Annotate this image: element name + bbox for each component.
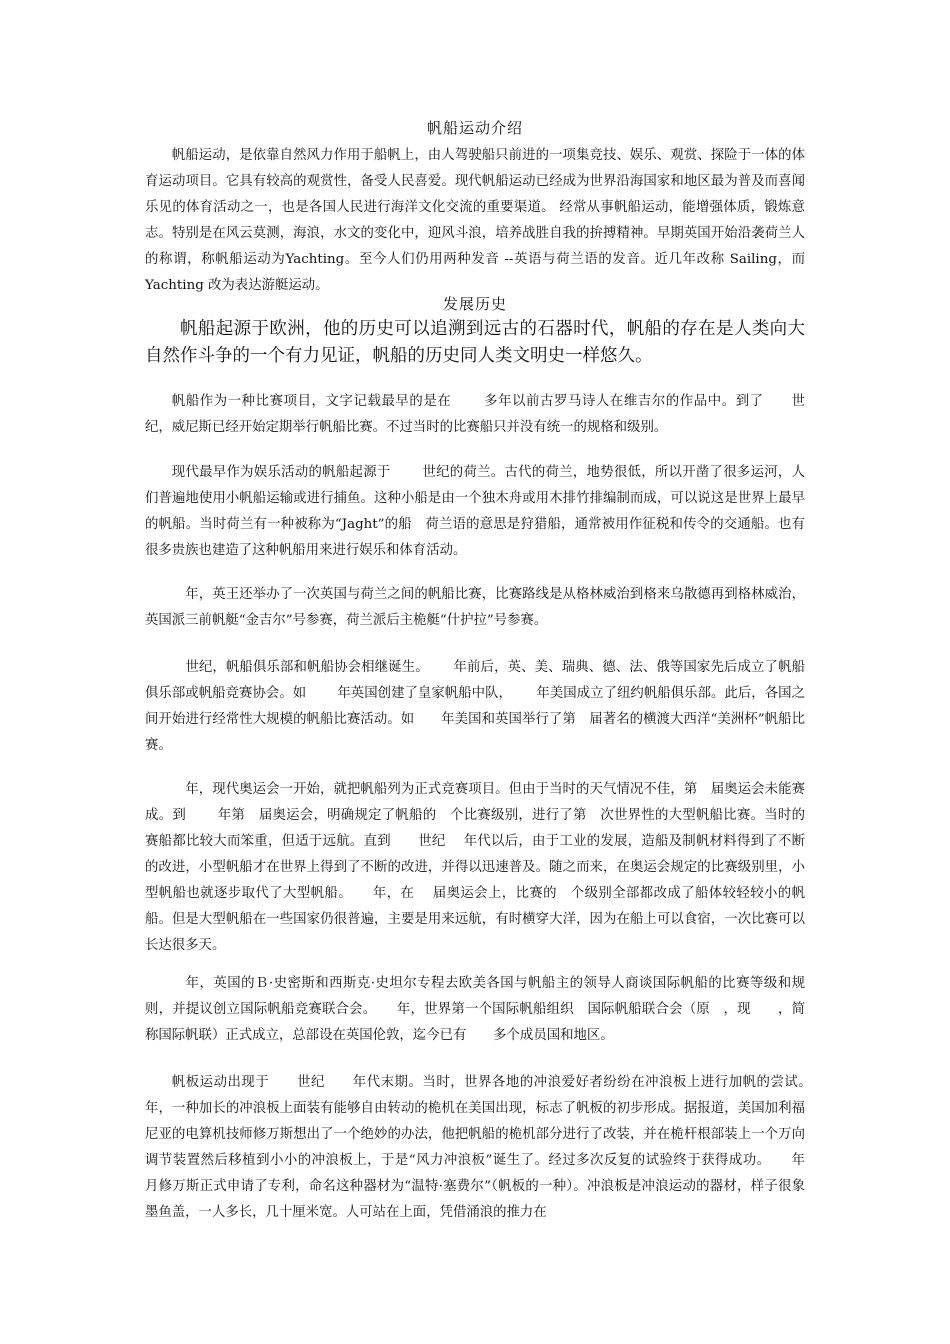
- paragraph-7-text: 帆板运动出现于 世纪 年代末期。当时，世界各地的冲浪爱好者纷纷在冲浪板上进行加帆的尝试。 年，一种加长的冲浪板上面装有能够自由转动的桅机在美国出现，标志了帆板的初步形成。据报道，美国加利福尼亚的电算机技师修万斯想出了一个绝妙的办法，他把帆船的桅机部分进行了改装，并在桅杆根部装上一个万向调节装置然后移植到小小的冲浪板上，于是“风力冲浪板”诞生了。经过多次反复的试验终于获得成功。 年 月修万斯正式申请了专利，命名这种器材为“温特·塞费尔”（帆板的一种）。冲浪板是冲浪运动的器材，样子很象墨鱼盖，一人多长，几十厘米宽。人可站在上面，凭借涌浪的推力在: [145, 1075, 819, 1220]
- paragraph-5: [145, 777, 805, 959]
- intro-paragraph: [145, 143, 805, 299]
- page-title: 帆船运动介绍: [426, 119, 523, 137]
- paragraph-7: [145, 1070, 819, 1226]
- section-title: 发展历史: [442, 295, 507, 313]
- paragraph-1: [145, 389, 805, 441]
- paragraph-6: [145, 971, 805, 1049]
- intro-text: 帆船运动，是依靠自然风力作用于船帆上，由人驾驶船只前进的一项集竞技、娱乐、观赏、探险于一体的体育运动项目。它具有较高的观赏性，备受人民喜爱。现代帆船运动已经成为世界沿海国家和地区最为普及而喜闻乐见的体育活动之一，也是各国人民进行海洋文化交流的重要渠道。 经常从事帆船运动，能增强体质，锻炼意志。特别是在风云莫测，海浪，水文的变化中，迎风斗浪，培养战胜自我的拚搏精神。早期英国开始沿袭荷兰人的称谓，称帆船运动为Yachting。至今人们仍用两种发音 --英语与荷兰语的发音。近几年改称 Sailing，而 Yachting 改为表达游艇运动。: [145, 148, 805, 293]
- paragraph-3: [145, 582, 805, 634]
- paragraph-6-text: 年，英国的Ｂ·史密斯和西斯克·史坦尔专程去欧美各国与帆船主的领导人商谈国际帆船的比赛等级和规则，并提议创立国际帆船竞赛联合会。 年，世界第一个国际帆船组织 国际帆船联合会（原 ，现 ，简称国际帆联）正式成立，总部设在英国伦敦，迄今已有 多个成员国和地区。: [145, 976, 805, 1043]
- paragraph-2: [145, 460, 805, 564]
- paragraph-4-text: 世纪，帆船俱乐部和帆船协会相继诞生。 年前后，英、美、瑞典、德、法、俄等国家先后成立了帆船俱乐部或帆船竞赛协会。如 年英国创建了皇家帆船中队， 年美国成立了纽约帆船俱乐部。此后，各国之间开始进行经常性大规模的帆船比赛活动。如 年美国和英国举行了第 届著名的横渡大西洋“美洲杯”帆船比赛。: [145, 660, 805, 753]
- paragraph-4: [145, 655, 805, 759]
- origin-paragraph: [145, 316, 805, 370]
- paragraph-3-text: 年，英王还举办了一次英国与荷兰之间的帆船比赛，比赛路线是从格林威治到格来乌散德再到格林威治，英国派三前帆艇“金吉尔”号参赛，荷兰派后主桅艇“什护拉”号参赛。: [145, 587, 805, 628]
- paragraph-1-text: 帆船作为一种比赛项目，文字记载最早的是在 多年以前古罗马诗人在维吉尔的作品中。到了 世纪，威尼斯已经开始定期举行帆船比赛。不过当时的比赛船只并没有统一的规格和级别。: [145, 394, 805, 435]
- paragraph-2-text: 现代最早作为娱乐活动的帆船起源于 世纪的荷兰。古代的荷兰，地势很低，所以开凿了很多运河，人们普遍地使用小帆船运输或进行捕鱼。这种小船是由一个独木舟或用木排竹排编制而成，可以说这是世界上最早的帆船。当时荷兰有一种被称为“Jaght”的船 荷兰语的意思是狩猎船，通常被用作征税和传令的交通船。也有很多贵族也建造了这种帆船用来进行娱乐和体育活动。: [145, 465, 805, 558]
- origin-text: 帆船起源于欧洲，他的历史可以追溯到远古的石器时代，帆船的存在是人类向大自然作斗争的一个有力见证，帆船的历史同人类文明史一样悠久。: [145, 319, 805, 366]
- paragraph-5-text: 年，现代奥运会一开始，就把帆船列为正式竞赛项目。但由于当时的天气情况不佳，第 届奥运会未能赛成。到 年第 届奥运会，明确规定了帆船的 个比赛级别，进行了第 次世界性的大型帆船比赛。当时的赛船都比较大而笨重，但适于远航。直到 世纪 年代以后，由于工业的发展，造船及制帆材料得到了不断的改进，小型帆船才在世界上得到了不断的改进，并得以迅速普及。随之而来，在奥运会规定的比赛级别里，小型帆船也就逐步取代了大型帆船。 年，在 届奥运会上，比赛的 个级别全部都改成了船体较轻较小的帆船。但是大型帆船在一些国家仍很普遍，主要是用来远航，有时横穿大洋，因为在船上可以食宿，一次比赛可以长达很多天。: [145, 782, 805, 953]
